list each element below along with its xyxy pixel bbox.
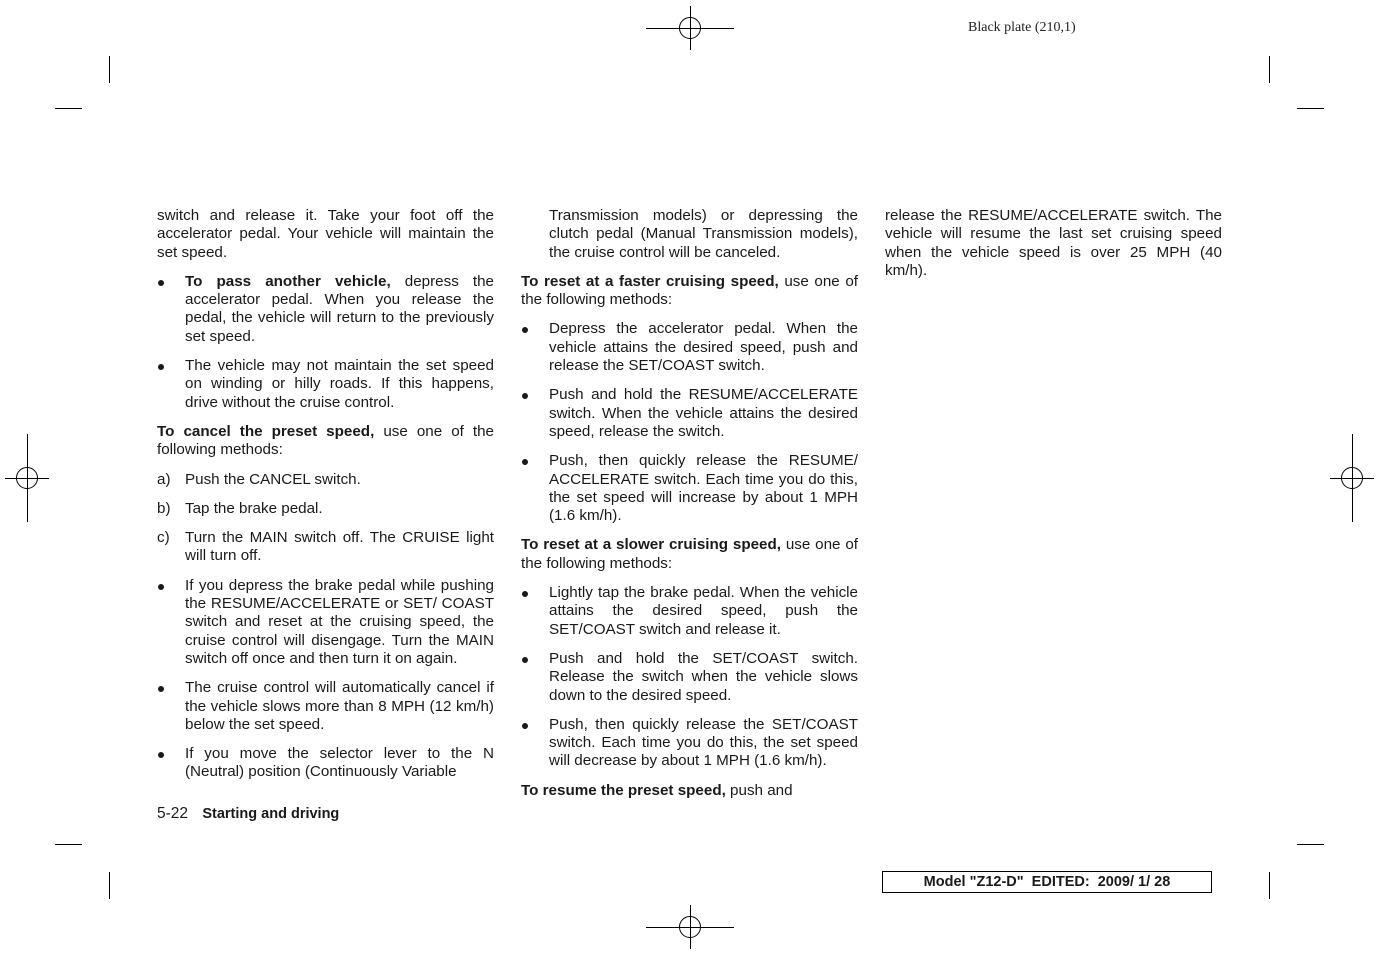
crop-mark [55, 108, 82, 109]
paragraph [157, 423, 494, 460]
bullet-icon [158, 364, 164, 370]
step-label: b) [157, 499, 171, 517]
crop-mark [1269, 56, 1270, 83]
bullet-item [157, 273, 494, 346]
step-label: c) [157, 529, 170, 547]
paragraph-text: use one of the following methods: [521, 272, 858, 309]
section-title: Starting and driving [202, 806, 340, 822]
bullet-icon [522, 393, 528, 399]
emphasis: To pass another vehicle, [185, 272, 391, 290]
crop-mark [1269, 872, 1270, 899]
paragraph-text: use one of the following methods: [521, 536, 858, 572]
page-number: 5-22 [157, 805, 189, 822]
paragraph [521, 536, 858, 573]
page-footer [157, 805, 339, 823]
paragraph: switch and release it. Take your foot off the accelerator pedal. Your vehicle will maintain the set speed. [157, 207, 494, 261]
paragraph [521, 782, 858, 800]
bullet-text: The cruise control will automatically cancel if the vehicle slows more than 8 MPH (12 km/h) below the set speed. [185, 679, 494, 733]
crop-mark [55, 844, 82, 845]
paragraph-text: push and [725, 781, 793, 799]
emphasis: To cancel the preset speed, [157, 422, 375, 440]
step-item [157, 500, 494, 518]
bullet-text: If you move the selector lever to the N (Neutral) position (Continuously Variable [185, 745, 494, 781]
step-item [157, 471, 494, 489]
paragraph [521, 273, 858, 310]
column-2 [521, 207, 858, 811]
bullet-icon [158, 584, 164, 590]
bullet-text: The vehicle may not maintain the set speed on winding or hilly roads. If this happens, drive without the cruise control. [185, 357, 494, 411]
bullet-item [521, 452, 858, 525]
step-text: Tap the brake pedal. [185, 499, 323, 517]
bullet-item [157, 745, 494, 782]
bullet-item [521, 650, 858, 705]
bullet-text: depress the accelerator pedal. When you release the pedal, the vehicle will return to the previously set speed. [185, 272, 494, 345]
emphasis: To reset at a faster cruising speed, [521, 272, 779, 290]
bullet-text: Push, then quickly release the RESUME/ ACCELERATE switch. Each time you do this, the set speed will increase by about 1 MPH (1.6 km/h). [549, 452, 858, 525]
crop-mark [109, 872, 110, 899]
model-edit-box: Model "Z12-D" EDITED: 2009/ 1/ 28 [882, 871, 1212, 893]
bullet-text: Push and hold the SET/COAST switch. Release the switch when the vehicle slows down to the desired speed. [549, 649, 858, 704]
bullet-icon [158, 752, 164, 758]
bullet-text: Depress the accelerator pedal. When the vehicle attains the desired speed, push and release the SET/COAST switch. [549, 320, 858, 375]
crop-mark [1297, 108, 1324, 109]
bullet-icon [522, 657, 528, 663]
bullet-item [157, 357, 494, 412]
bullet-icon [522, 723, 528, 729]
bullet-icon [522, 459, 528, 465]
step-label: a) [157, 470, 171, 488]
paragraph: release the RESUME/ACCELERATE switch. The vehicle will resume the last set cruising speed when the vehicle speed is over 25 MPH (40 km/h). [885, 207, 1222, 279]
bullet-icon [158, 280, 164, 286]
emphasis: To reset at a slower cruising speed, [521, 536, 781, 554]
bullet-item [521, 584, 858, 639]
bullet-item [157, 577, 494, 668]
paragraph: Transmission models) or depressing the clutch pedal (Manual Transmission models), the cruise control will be canceled. [549, 207, 858, 261]
bullet-icon [522, 591, 528, 597]
bullet-text: Push and hold the RESUME/ACCELERATE switch. When the vehicle attains the desired speed, release the switch. [549, 386, 858, 440]
crop-mark [1297, 844, 1324, 845]
crop-mark [109, 56, 110, 83]
step-text: Push the CANCEL switch. [185, 470, 361, 488]
bullet-item [521, 320, 858, 375]
paragraph-text: use one of the following methods: [157, 422, 494, 459]
bullet-text: Lightly tap the brake pedal. When the vehicle attains the desired speed, push the SET/COAST switch and release it. [549, 584, 858, 638]
step-text: Turn the MAIN switch off. The CRUISE light will turn off. [185, 529, 494, 565]
column-3 [885, 207, 1222, 291]
plate-label: Black plate (210,1) [968, 20, 1076, 35]
step-item [157, 529, 494, 566]
column-1 [157, 207, 494, 793]
bullet-icon [158, 686, 164, 692]
bullet-icon [522, 327, 528, 333]
bullet-text: If you depress the brake pedal while pushing the RESUME/ACCELERATE or SET/ COAST switch and reset at the cruising speed, the cruise control will disengage. Turn the MAIN switch off once and then turn it on again. [185, 576, 494, 667]
bullet-text: Push, then quickly release the SET/COAST switch. Each time you do this, the set speed will decrease by about 1 MPH (1.6 km/h). [549, 715, 858, 770]
bullet-item [157, 679, 494, 734]
bullet-item [521, 386, 858, 441]
bullet-item [521, 716, 858, 771]
emphasis: To resume the preset speed, [521, 781, 726, 799]
